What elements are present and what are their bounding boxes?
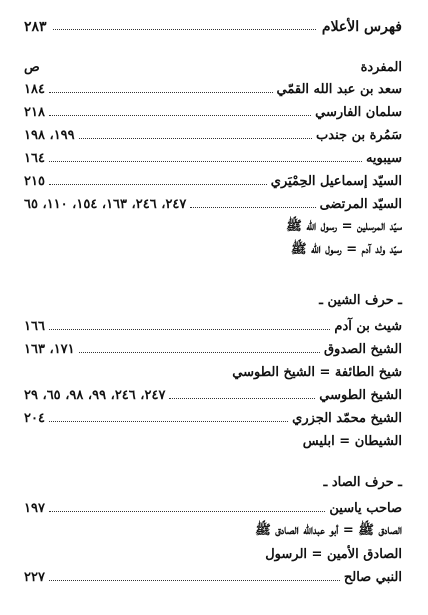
dotted-leader [49,421,288,422]
entry-pages: ١٦٦ [24,318,45,334]
entry-name: الشيخ محمّد الجزري [292,410,402,426]
entry-pages: ٢١٨ [24,104,45,120]
index-entry [24,170,402,192]
section-heading-sad: ـ حرف الصاد ـ [323,474,402,490]
entry-name: صاحب ياسين [329,500,402,516]
entry-name: الصادق ﷺ = أبو عبدالله الصادق ﷺ [255,522,402,538]
dotted-leader [49,184,267,185]
entry-name: شيث بن آدم [334,318,402,334]
entry-pages: ٢٤٧، ٢٤٦، ٩٩، ٩٨، ٦٥، ٢٩ [24,387,166,403]
dotted-leader [49,511,325,512]
entry-pages: ١٨٤ [24,81,45,97]
dotted-leader [190,207,315,208]
index-entry [24,315,402,337]
index-entry [24,497,402,519]
index-entry [24,124,402,146]
index-cross-reference [24,520,402,542]
index-entry [24,101,402,123]
entry-name: الصادق الأمين = الرسول [265,546,402,562]
page-number: ٢٨٣ [24,19,47,35]
section-heading-sheen: ـ حرف الشين ـ [319,292,402,308]
entry-pages: ١٦٤ [24,150,45,166]
dotted-leader [79,138,312,139]
dotted-leader [49,161,362,162]
column-page-heading: ص [24,59,40,75]
index-cross-reference [24,216,402,238]
dotted-leader [49,329,330,330]
index-entry [24,407,402,429]
entry-name: الشيخ الصدوق [323,341,402,357]
index-entry [24,78,402,100]
column-headings [24,56,402,78]
index-cross-reference [24,239,402,261]
index-entry [24,147,402,169]
entry-name: السيّد المرتضى [319,196,402,212]
index-entry [24,566,402,588]
entry-pages: ١٩٩، ١٩٨ [24,127,75,143]
index-cross-reference [24,543,402,565]
index-entry [24,338,402,360]
entry-name: سيّد المرسلين = رسول الله ﷺ [286,218,402,234]
dotted-leader [79,352,320,353]
entry-name: السيّد إسماعيل الحِمْيَري [270,173,402,189]
entry-pages: ١٩٧ [24,500,45,516]
entry-name: النبي صالح [343,569,402,585]
index-cross-reference [24,430,402,452]
entry-name: الشيخ الطوسي [319,387,402,403]
entry-name: الشيطان = ابليس [302,433,402,449]
entry-name: سَمُرة بن جندب [316,127,402,143]
index-entry [24,193,402,215]
index-entry [24,384,402,406]
entry-pages: ٢٠٤ [24,410,45,426]
entry-pages: ٢١٥ [24,173,45,189]
entry-pages: ٢٢٧ [24,569,45,585]
column-term-heading: المفردة [360,59,402,75]
entry-pages: ٢٤٧، ٢٤٦، ١٦٣، ١٥٤، ١١٠، ٦٥ [24,196,187,212]
dotted-leader [49,92,273,93]
dotted-leader [169,398,315,399]
header-dotted-leader [53,29,316,30]
entry-pages: ١٧١، ١٦٣ [24,341,75,357]
dotted-leader [49,580,340,581]
running-header [24,16,402,38]
entry-name: سيّد ولد آدم = رسول الله ﷺ [290,241,402,257]
entry-name: سعد بن عبد الله القمّي [276,81,402,97]
index-cross-reference [24,361,402,383]
dotted-leader [49,115,311,116]
entry-name: شيخ الطائفة = الشيخ الطوسي [232,364,402,380]
entry-name: سلمان الفارسي [315,104,402,120]
entry-name: سيبويه [365,150,402,166]
header-title: فهرس الأعلام [321,19,402,35]
